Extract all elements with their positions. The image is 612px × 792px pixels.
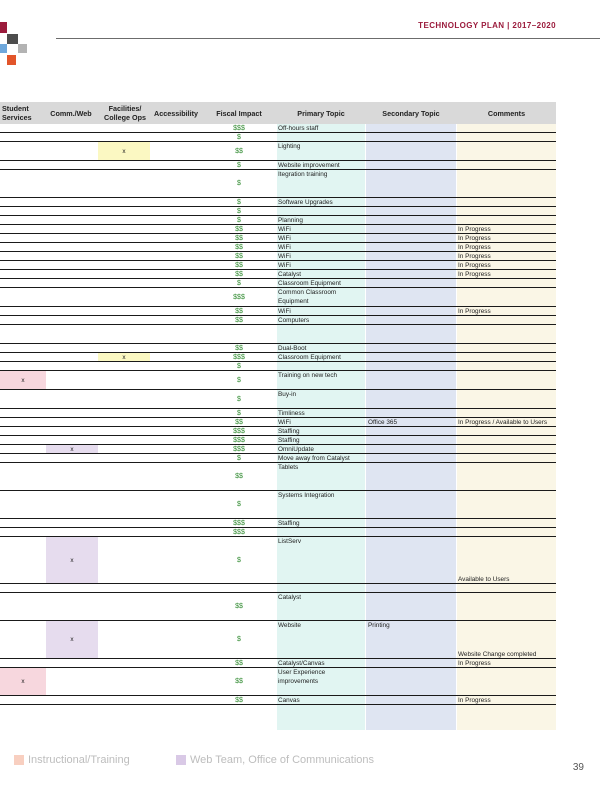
- logo-square-lightgray: [18, 44, 27, 53]
- table-row: [0, 362, 556, 371]
- primary-topic-value: ListServ: [278, 538, 302, 545]
- table-row: [0, 418, 556, 427]
- comment-value: [457, 668, 558, 696]
- fiscal-impact-value: $$: [235, 697, 243, 704]
- table-row: [0, 537, 556, 584]
- fiscal-impact-value: $: [237, 396, 241, 403]
- primary-topic-value: Computers: [278, 317, 310, 324]
- col-comments: Comments: [487, 109, 526, 118]
- comment-value: [457, 288, 558, 307]
- table-row: [0, 234, 556, 243]
- table-row: [0, 243, 556, 252]
- fiscal-impact-value: $: [237, 180, 241, 187]
- primary-topic-value: WiFi: [278, 419, 291, 426]
- fiscal-impact-value: $$$: [233, 428, 245, 435]
- table-row: [0, 436, 556, 445]
- fiscal-impact-value: $: [237, 217, 241, 224]
- table-row: [0, 252, 556, 261]
- fiscal-impact-value: $: [237, 280, 241, 287]
- secondary-topic-value: [366, 463, 458, 491]
- table-row: [0, 325, 556, 344]
- row-divider: [0, 704, 556, 705]
- primary-topic-value: Catalyst/Canvas: [278, 660, 325, 667]
- table-row: [0, 427, 556, 436]
- fiscal-impact-value: $$$: [233, 446, 245, 453]
- comment-value: [457, 390, 558, 409]
- header-divider: [56, 38, 600, 39]
- comm-web-mark: x: [70, 636, 74, 643]
- primary-topic-value: Systems Integration: [278, 492, 335, 499]
- fiscal-impact-value: $: [237, 455, 241, 462]
- fiscal-impact-value: $$$: [233, 437, 245, 444]
- secondary-topic-value: [366, 142, 458, 161]
- fiscal-impact-value: $$: [235, 271, 243, 278]
- student-services-mark: x: [21, 678, 25, 685]
- primary-topic-value: OmniUpdate: [278, 446, 314, 453]
- table-row: [0, 528, 556, 537]
- primary-topic-value: Buy-in: [278, 391, 297, 398]
- page-header-title: TECHNOLOGY PLAN | 2017–2020: [418, 21, 556, 30]
- table-row: [0, 621, 556, 659]
- comment-value: Available to Users: [458, 576, 510, 583]
- primary-topic-value: Catalyst: [278, 594, 302, 601]
- fiscal-impact-value: $$: [235, 253, 243, 260]
- student-services-mark: x: [21, 377, 25, 384]
- table-row: [0, 593, 556, 621]
- comment-value: [457, 325, 558, 344]
- comment-value: In Progress: [458, 660, 491, 667]
- secondary-topic-value: Printing: [368, 622, 390, 629]
- fiscal-impact-value: $: [237, 557, 241, 564]
- primary-topic-value: Timliness: [278, 410, 305, 417]
- fiscal-impact-value: $: [237, 636, 241, 643]
- fiscal-impact-value: $: [237, 134, 241, 141]
- primary-topic-value: WiFi: [278, 253, 291, 260]
- primary-topic-value: WiFi: [278, 226, 291, 233]
- primary-topic-value: Common Classroom Equipment: [278, 289, 337, 305]
- primary-topic-value: User Experience improvements: [278, 669, 326, 685]
- fiscal-impact-value: $: [237, 501, 241, 508]
- fiscal-impact-value: $$: [235, 148, 243, 155]
- comment-value: Website Change completed: [458, 651, 537, 658]
- comment-value: [457, 142, 558, 161]
- primary-topic-value: Off-hours staff: [278, 125, 319, 132]
- table-row: [0, 170, 556, 198]
- col-accessibility: Accessibility: [154, 109, 198, 118]
- comment-value: In Progress: [458, 271, 491, 278]
- primary-topic-value: Website: [278, 622, 301, 629]
- fiscal-impact-value: $: [237, 162, 241, 169]
- table-row: [0, 344, 556, 353]
- page-number: 39: [572, 762, 584, 773]
- legend-label-instructional: Instructional/Training: [28, 754, 130, 766]
- primary-topic-value: WiFi: [278, 308, 291, 315]
- primary-topic-value: Software Upgrades: [278, 199, 333, 206]
- comment-value: [457, 463, 558, 491]
- table-body: [0, 124, 556, 705]
- table-row: [0, 409, 556, 418]
- primary-topic-value: Staffing: [278, 428, 300, 435]
- table-row: [0, 668, 556, 696]
- comment-value: [457, 170, 558, 198]
- primary-topic-value: WiFi: [278, 235, 291, 242]
- fiscal-impact-value: $$: [235, 226, 243, 233]
- fiscal-impact-value: $$: [235, 678, 243, 685]
- comm-web-mark: x: [70, 557, 74, 564]
- primary-topic-value: Staffing: [278, 520, 300, 527]
- secondary-topic-value: [366, 491, 458, 519]
- secondary-topic-value: [366, 390, 458, 409]
- logo-square-blue: [0, 44, 7, 53]
- primary-topic-value: WiFi: [278, 244, 291, 251]
- col-facilities: Facilities/ College Ops: [104, 104, 146, 122]
- legend-label-web-team: Web Team, Office of Communications: [190, 754, 375, 766]
- col-fiscal-impact: Fiscal Impact: [216, 109, 262, 118]
- legend-swatch-web-team: [176, 755, 186, 765]
- primary-topic-value: Classroom Equipment: [278, 354, 341, 361]
- logo-square-red: [0, 22, 7, 33]
- comm-web-mark: x: [70, 446, 74, 453]
- fiscal-impact-value: $: [237, 199, 241, 206]
- fiscal-impact-value: $: [237, 363, 241, 370]
- fiscal-impact-value: $$: [235, 262, 243, 269]
- table-row: [0, 445, 556, 454]
- table-row: [0, 270, 556, 279]
- table-row: [0, 261, 556, 270]
- secondary-topic-value: [366, 325, 458, 344]
- secondary-topic-value: [366, 371, 458, 390]
- comment-value: In Progress: [458, 235, 491, 242]
- table-row: [0, 491, 556, 519]
- fiscal-impact-value: $$: [235, 603, 243, 610]
- col-secondary-topic: Secondary Topic: [382, 109, 440, 118]
- primary-topic-value: Training on new tech: [278, 372, 338, 379]
- table-row: [0, 161, 556, 170]
- legend-instructional: [14, 754, 130, 766]
- primary-topic-value: Dual-Boot: [278, 345, 307, 352]
- primary-topic-value: Tablets: [278, 464, 299, 471]
- secondary-topic-value: [366, 537, 458, 584]
- table-row: [0, 216, 556, 225]
- primary-topic-value: Catalyst: [278, 271, 302, 278]
- col-primary-topic: Primary Topic: [297, 109, 345, 118]
- table-row: [0, 519, 556, 528]
- table-row: [0, 371, 556, 390]
- secondary-topic-value: Office 365: [368, 419, 398, 426]
- comment-value: In Progress: [458, 244, 491, 251]
- comment-value: In Progress: [458, 262, 491, 269]
- secondary-topic-value: [366, 668, 458, 696]
- primary-topic-value: Itegration training: [278, 171, 328, 178]
- fiscal-impact-value: $$$: [233, 529, 245, 536]
- table-row: [0, 353, 556, 362]
- comment-value: [457, 371, 558, 390]
- comment-value: In Progress: [458, 253, 491, 260]
- comment-value: In Progress: [458, 226, 491, 233]
- secondary-topic-value: [366, 593, 458, 621]
- legend-web-team: [176, 754, 374, 766]
- table-row: [0, 279, 556, 288]
- secondary-topic-value: [366, 170, 458, 198]
- fiscal-impact-value: $: [237, 410, 241, 417]
- secondary-topic-value: [366, 288, 458, 307]
- table-row: [0, 454, 556, 463]
- fiscal-impact-value: [202, 325, 276, 344]
- table-row: [0, 659, 556, 668]
- comment-value: [457, 491, 558, 519]
- table-row: [0, 463, 556, 491]
- facilities-mark: x: [122, 354, 126, 361]
- fiscal-impact-value: $$$: [233, 294, 245, 301]
- primary-topic-value: Website improvement: [278, 162, 340, 169]
- fiscal-impact-value: $$: [235, 473, 243, 480]
- primary-topic-value: Lighting: [278, 143, 301, 150]
- table-row: [0, 207, 556, 216]
- table-row: [0, 142, 556, 161]
- table-row: [0, 307, 556, 316]
- fiscal-impact-value: $$: [235, 419, 243, 426]
- table-row: [0, 390, 556, 409]
- fiscal-impact-value: $$: [235, 317, 243, 324]
- comment-value: In Progress: [458, 308, 491, 315]
- primary-topic-value: Planning: [278, 217, 303, 224]
- table-row: [0, 696, 556, 705]
- primary-topic-value: Classroom Equipment: [278, 280, 341, 287]
- fiscal-impact-value: $$: [235, 235, 243, 242]
- fiscal-impact-value: $: [237, 208, 241, 215]
- table-header: [0, 102, 556, 124]
- primary-topic-value: Staffing: [278, 437, 300, 444]
- fiscal-impact-value: $$: [235, 308, 243, 315]
- table-row: [0, 288, 556, 307]
- table-row: [0, 133, 556, 142]
- fiscal-impact-value: $: [237, 377, 241, 384]
- fiscal-impact-value: $$$: [233, 354, 245, 361]
- table-row: [0, 225, 556, 234]
- fiscal-impact-value: $$$: [233, 125, 245, 132]
- col-comm-web: Comm./Web: [50, 109, 92, 118]
- fiscal-impact-value: $$: [235, 345, 243, 352]
- primary-topic-value: Move away from Catalyst: [278, 455, 350, 462]
- comment-value: [457, 593, 558, 621]
- comment-value: In Progress: [458, 697, 491, 704]
- comment-value: In Progress / Available to Users: [458, 419, 548, 426]
- legend-swatch-instructional: [14, 755, 24, 765]
- table-row: [0, 198, 556, 207]
- table-row: [0, 124, 556, 133]
- fiscal-impact-value: $$: [235, 244, 243, 251]
- fiscal-impact-value: $$$: [233, 520, 245, 527]
- table-row: [0, 584, 556, 593]
- table-row: [0, 316, 556, 325]
- logo-square-orange: [7, 55, 16, 65]
- logo-square-darkgray: [7, 34, 18, 44]
- primary-topic-value: WiFi: [278, 262, 291, 269]
- fiscal-impact-value: $$: [235, 660, 243, 667]
- facilities-mark: x: [122, 148, 126, 155]
- col-student-services: Student Services: [2, 104, 32, 122]
- primary-topic-value: Canvas: [278, 697, 300, 704]
- primary-topic-value: [277, 325, 366, 344]
